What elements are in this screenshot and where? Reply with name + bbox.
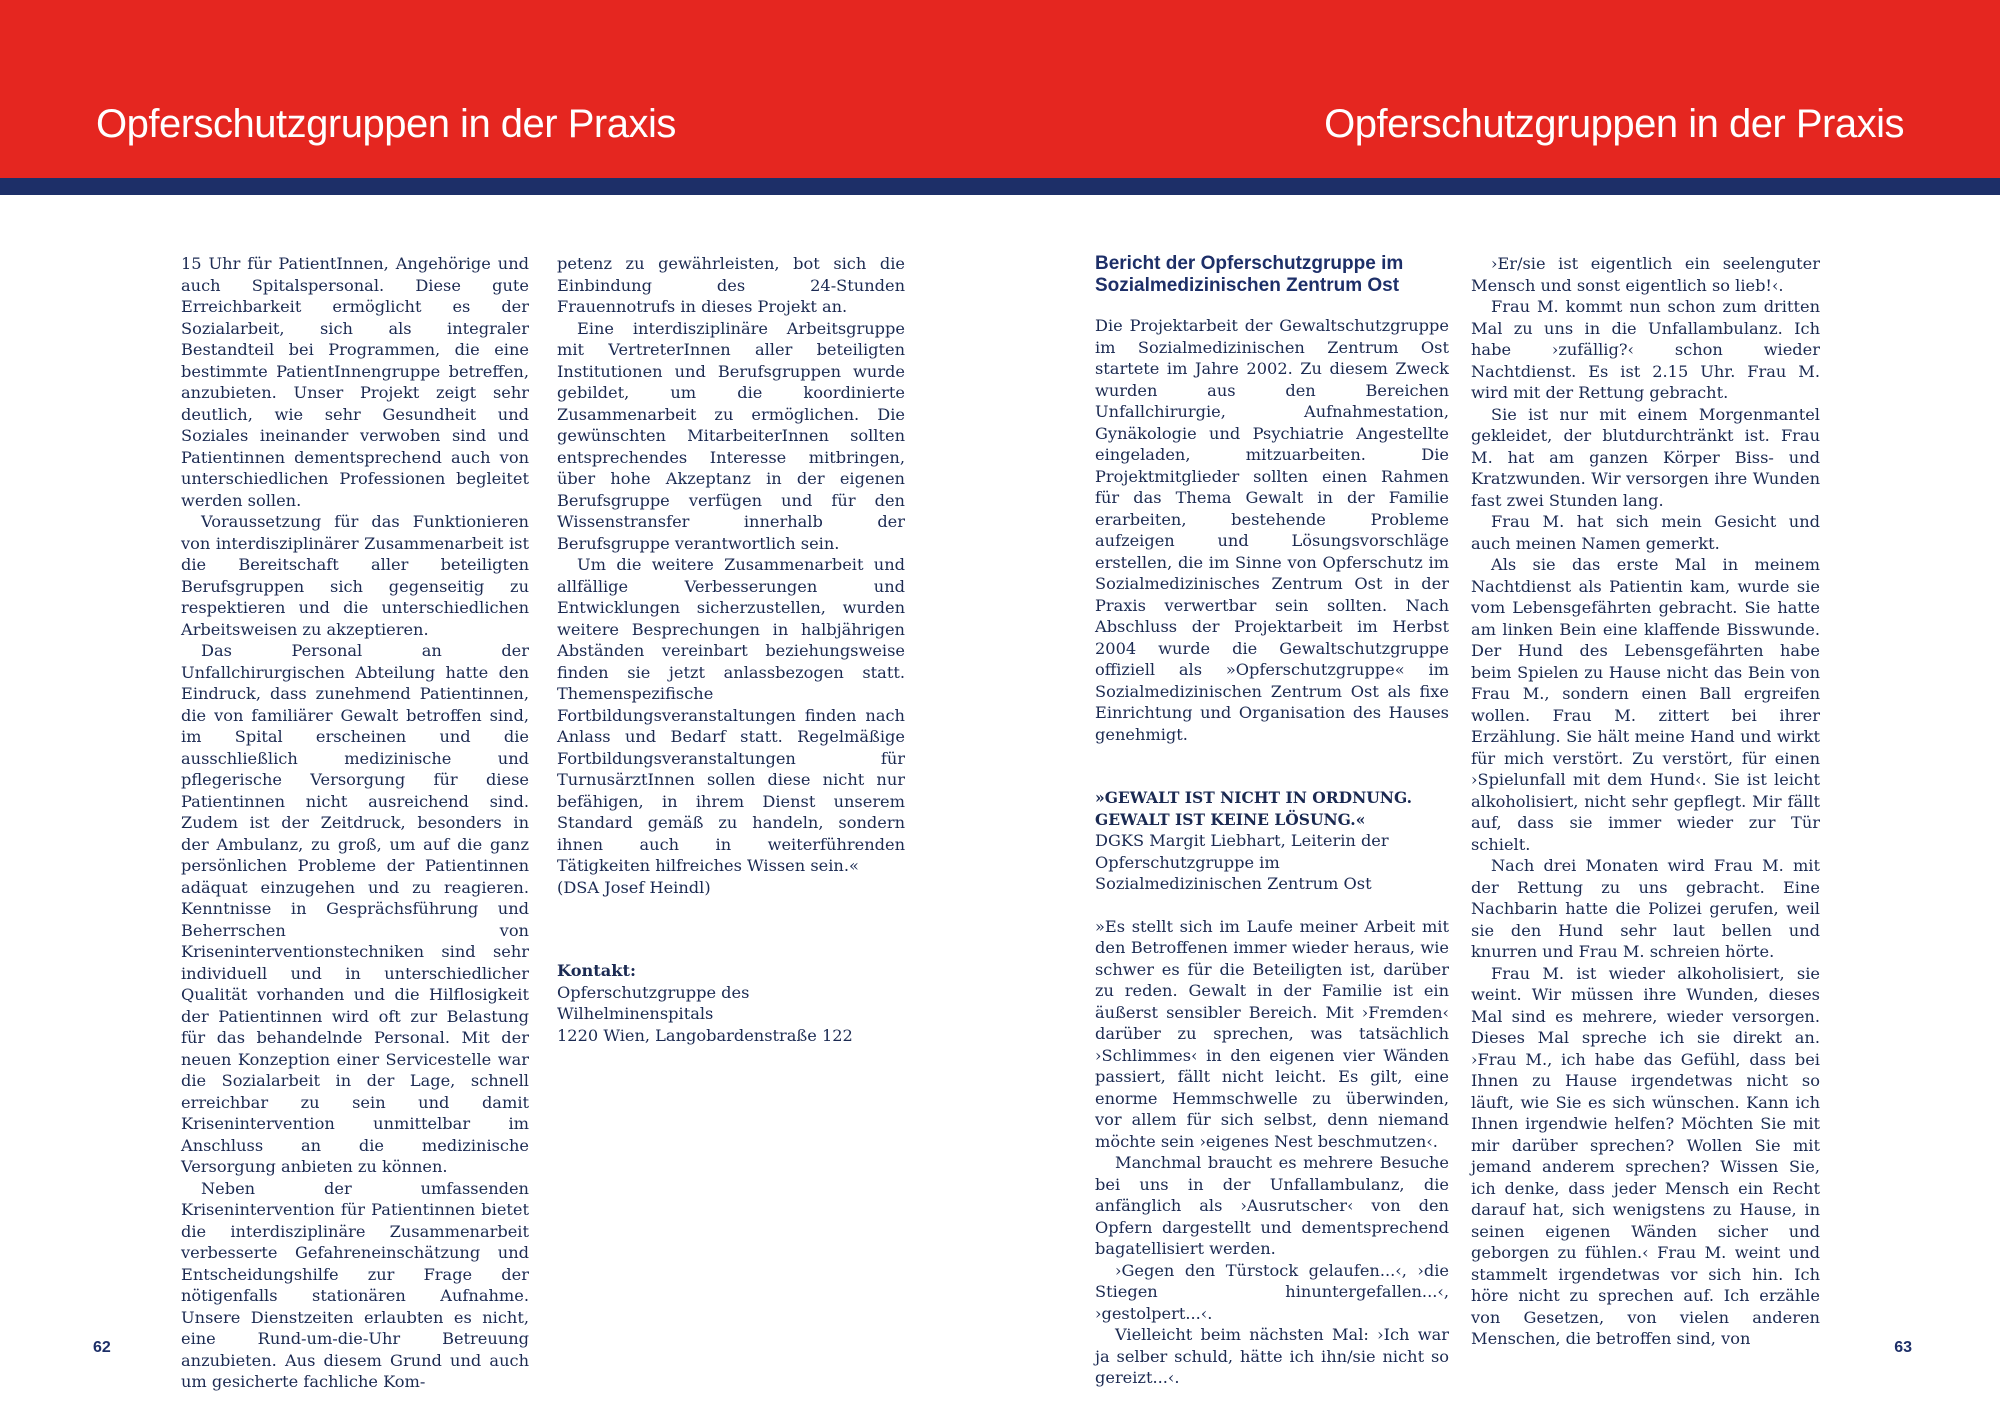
paragraph: Frau M. hat sich mein Gesicht und auch meinen Namen gemerkt. bbox=[1471, 512, 1820, 553]
quote-heading: »GEWALT IST NICHT IN ORDNUNG. bbox=[1095, 788, 1413, 807]
kontakt-line: Opferschutzgruppe des bbox=[557, 982, 750, 1002]
paragraph: Voraussetzung für das Funktionieren von interdisziplinärer Zusammenarbeit ist die Bereitschaft aller beteiligten Berufsgruppen sich gegenseitig zu respektieren und die unterschiedlichen Arbeitsweisen zu akzeptieren. bbox=[181, 512, 529, 639]
paragraph: Das Personal an der Unfallchirurgischen Abteilung hatte den Eindruck, dass zunehmend Patientinnen, die von familiärer Gewalt betroffen sind, im Spital erscheinen und die ausschließlich medizinische und pflegerische Versorgung für diese Patientinnen nicht ausreichend sind. Zudem ist der Zeitdruck, besonders in der Ambulanz, zu groß, um auf die ganz persönlichen Probleme der Patientinnen adäquat einzugehen und zu reagieren. Kenntnisse in Gesprächsführung und Beherrschen von Kriseninterventionstechniken sind sehr individuell und in unterschiedlicher Qualität vorhanden und die Hilflosigkeit der Patientinnen wird oft zur Belastung für das behandelnde Personal. Mit der neuen Konzeption einer Servicestelle war die Sozialarbeit in der Lage, schnell erreichbar zu sein und damit Krisenintervention unmittelbar im Anschluss an die medizinische Versorgung anbieten zu können. bbox=[181, 641, 529, 1176]
column-1 bbox=[181, 253, 529, 1393]
paragraph: 15 Uhr für PatientInnen, Angehörige und auch Spitalspersonal. Diese gute Erreichbarkeit ermöglicht es der Sozialarbeit, sich als integraler Bestandteil bei Programmen, die eine bestimmte PatientInnengruppe betreffen, anzubieten. Unser Projekt zeigt sehr deutlich, wie sehr Gesundheit und Soziales ineinander verwoben sind und Patientinnen dementsprechend auch von unterschiedlichen Professionen begleitet werden sollen. bbox=[181, 254, 529, 510]
page-number-right: 63 bbox=[1894, 1339, 1912, 1356]
paragraph: Neben der umfassenden Krisenintervention für Patientinnen bietet die interdisziplinäre Zusammenarbeit verbesserte Gefahreneinschätzung und Entscheidungshilfe zur Frage der nötigenfalls stationären Aufnahme. Unsere Dienstzeiten erlaubten es nicht, eine Rund-um-die-Uhr Betreuung anzubieten. Aus diesem Grund und auch um gesicherte fachliche Kom- bbox=[181, 1178, 529, 1391]
paragraph: Als sie das erste Mal in meinem Nachtdienst als Patientin kam, wurde sie vom Lebensgefährten gebracht. Sie hatte am linken Bein eine klaffende Bisswunde. Der Hund des Lebensgefährten habe beim Spielen zu Hause nicht das Bein von Frau M., sondern einen Ball ergreifen wollen. Frau M. zittert bei ihrer Erzählung. Sie hält meine Hand und wirkt für mich verstört. Zu verstört, für einen ›Spielunfall mit dem Hund‹. Sie ist leicht alkoholisiert, nicht sehr gepflegt. Mir fällt auf, dass sie immer wieder zur Tür schielt. bbox=[1471, 555, 1820, 854]
header-stripe bbox=[0, 178, 2000, 195]
paragraph: Frau M. ist wieder alkoholisiert, sie weint. Wir müssen ihre Wunden, dieses Mal sind es mehrere, wieder versorgen. Dieses Mal spreche ich sie direkt an. ›Frau M., ich habe das Gefühl, dass bei Ihnen zu Hause irgendetwas nicht so läuft, wie Sie es sich wünschen. Kann ich Ihnen irgendwie helfen? Möchten Sie mit mir darüber sprechen? Wollen Sie mit jemand anderem sprechen? Wissen Sie, ich denke, dass jeder Mensch ein Recht darauf hat, sich wenigstens zu Hause, in seinen eigenen Wänden sicher und geborgen zu fühlen.‹ Frau M. weint und stammelt irgendetwas vor sich hin. Ich höre nicht zu sprechen auf. Ich erzähle von Gesetzen, von vielen anderen Menschen, die betroffen sind, von bbox=[1471, 963, 1820, 1348]
kontakt-line: Wilhelminenspitals bbox=[557, 1004, 714, 1023]
section-title-line: Sozialmedizinischen Zentrum Ost bbox=[1095, 275, 1400, 296]
column-4 bbox=[1471, 253, 1820, 1350]
paragraph: ›Er/sie ist eigentlich ein seelenguter Mensch und sonst eigentlich so lieb!‹. bbox=[1471, 254, 1820, 295]
kontakt-label: Kontakt: bbox=[557, 961, 636, 980]
page-title-right: Opferschutzgruppen in der Praxis bbox=[1324, 102, 1904, 146]
paragraph: Manchmal braucht es mehrere Besuche bei uns in der Unfallambulanz, die anfänglich als ›Ausrutscher‹ von den Opfern dargestellt und dementsprechend bagatellisiert werden. bbox=[1095, 1153, 1449, 1258]
paragraph: Sie ist nur mit einem Morgenmantel gekleidet, der blutdurchtränkt ist. Frau M. hat am ganzen Körper Biss- und Kratzwunden. Wir versorgen ihre Wunden fast zwei Stunden lang. bbox=[1471, 404, 1820, 510]
paragraph: Nach drei Monaten wird Frau M. mit der Rettung zu uns gebracht. Eine Nachbarin hatte die Polizei gerufen, weil sie den Hund sehr laut bellen und knurren und Frau M. schreien hörte. bbox=[1471, 856, 1820, 961]
paragraph: Vielleicht beim nächsten Mal: ›Ich war ja selber schuld, hätte ich ihn/sie nicht so gereizt...‹. bbox=[1095, 1325, 1449, 1387]
paragraph: »Es stellt sich im Laufe meiner Arbeit mit den Betroffenen immer wieder heraus, wie schwer es für die Beteiligten ist, darüber zu reden. Gewalt in der Familie ist ein äußerst sensibler Bereich. Mit ›Fremden‹ darüber zu sprechen, was tatsächlich ›Schlimmes‹ in den eigenen vier Wänden passiert, fällt nicht leicht. Es gilt, eine enorme Hemmschwelle zu überwinden, vor allem für sich selbst, denn niemand möchte sein ›eigenes Nest beschmutzen‹. bbox=[1095, 916, 1449, 1151]
paragraph: Frau M. kommt nun schon zum dritten Mal zu uns in die Unfallambulanz. Ich habe ›zufällig?‹ schon wieder Nachtdienst. Es ist 2.15 Uhr. Frau M. wird mit der Rettung gebracht. bbox=[1471, 297, 1820, 402]
column-2 bbox=[557, 253, 905, 1046]
paragraph: petenz zu gewährleisten, bot sich die Einbindung des 24-Stunden Frauennotrufs in dieses Projekt an. bbox=[557, 254, 905, 316]
intro-paragraph: Die Projektarbeit der Gewaltschutzgruppe im Sozialmedizinischen Zentrum Ost startete im Jahre 2002. Zu diesem Zweck wurden aus den Bereichen Unfallchirurgie, Aufnahmestation, Gynäkologie und Psychiatrie Angestellte eingeladen, mitzuarbeiten. Die Projektmitglieder sollten einen Rahmen für das Thema Gewalt in der Familie erarbeiten, bestehende Probleme aufzeigen und Lösungsvorschläge erstellen, die im Sinne von Opferschutz im Sozialmedizinisches Zentrum Ost in der Praxis verwertbar sein sollten. Nach Abschluss der Projektarbeit im Herbst 2004 wurde die Gewaltschutzgruppe offiziell als »Opferschutzgruppe« im Sozialmedizinischen Zentrum Ost als fixe Einrichtung und Organisation des Hauses genehmigt. bbox=[1095, 316, 1449, 744]
header-band bbox=[0, 0, 2000, 178]
paragraph: Eine interdisziplinäre Arbeitsgruppe mit VertreterInnen aller beteiligten Institutionen und Berufsgruppen wurde gebildet, um die koordinierte Zusammenarbeit zu ermöglichen. Die gewünschten MitarbeiterInnen sollten entsprechendes Interesse mitbringen, über hohe Akzeptanz in der eigenen Berufsgruppe verfügen und für den Wissenstransfer innerhalb der Berufsgruppe verantwortlich sein. bbox=[557, 318, 905, 553]
kontakt-address: 1220 Wien, Langobardenstraße 122 bbox=[557, 1025, 853, 1045]
column-3 bbox=[1095, 253, 1449, 1389]
section-title bbox=[1095, 253, 1449, 297]
attribution: (DSA Josef Heindl) bbox=[557, 877, 711, 897]
quote-heading: GEWALT IST KEINE LÖSUNG.« bbox=[1095, 809, 1366, 829]
paragraph: ›Gegen den Türstock gelaufen...‹, ›die Stiegen hinuntergefallen...‹, ›gestolpert...‹. bbox=[1095, 1260, 1449, 1323]
page-number-left: 62 bbox=[93, 1339, 111, 1356]
paragraph: Um die weitere Zusammenarbeit und allfällige Verbesserungen und Entwicklungen sicherzustellen, wurden weitere Besprechungen in halbjährigen Abständen vereinbart beziehungsweise finden sie jetzt anlassbezogen statt. Themenspezifische Fortbildungsveranstaltungen finden nach Anlass und Bedarf statt. Regelmäßige Fortbildungsveranstaltungen für TurnusärztInnen sollen diese nicht nur befähigen, in ihrem Dienst unserem Standard gemäß zu handeln, sondern ihnen auch in weiterführenden Tätigkeiten hilfreiches Wissen sein.« bbox=[557, 555, 905, 875]
author-line: DGKS Margit Liebhart, Leiterin der Opferschutzgruppe im Sozialmedizinischen Zentrum Ost bbox=[1095, 831, 1389, 893]
section-title-line: Bericht der Opferschutzgruppe im bbox=[1095, 253, 1404, 274]
page-title-left: Opferschutzgruppen in der Praxis bbox=[96, 102, 676, 146]
